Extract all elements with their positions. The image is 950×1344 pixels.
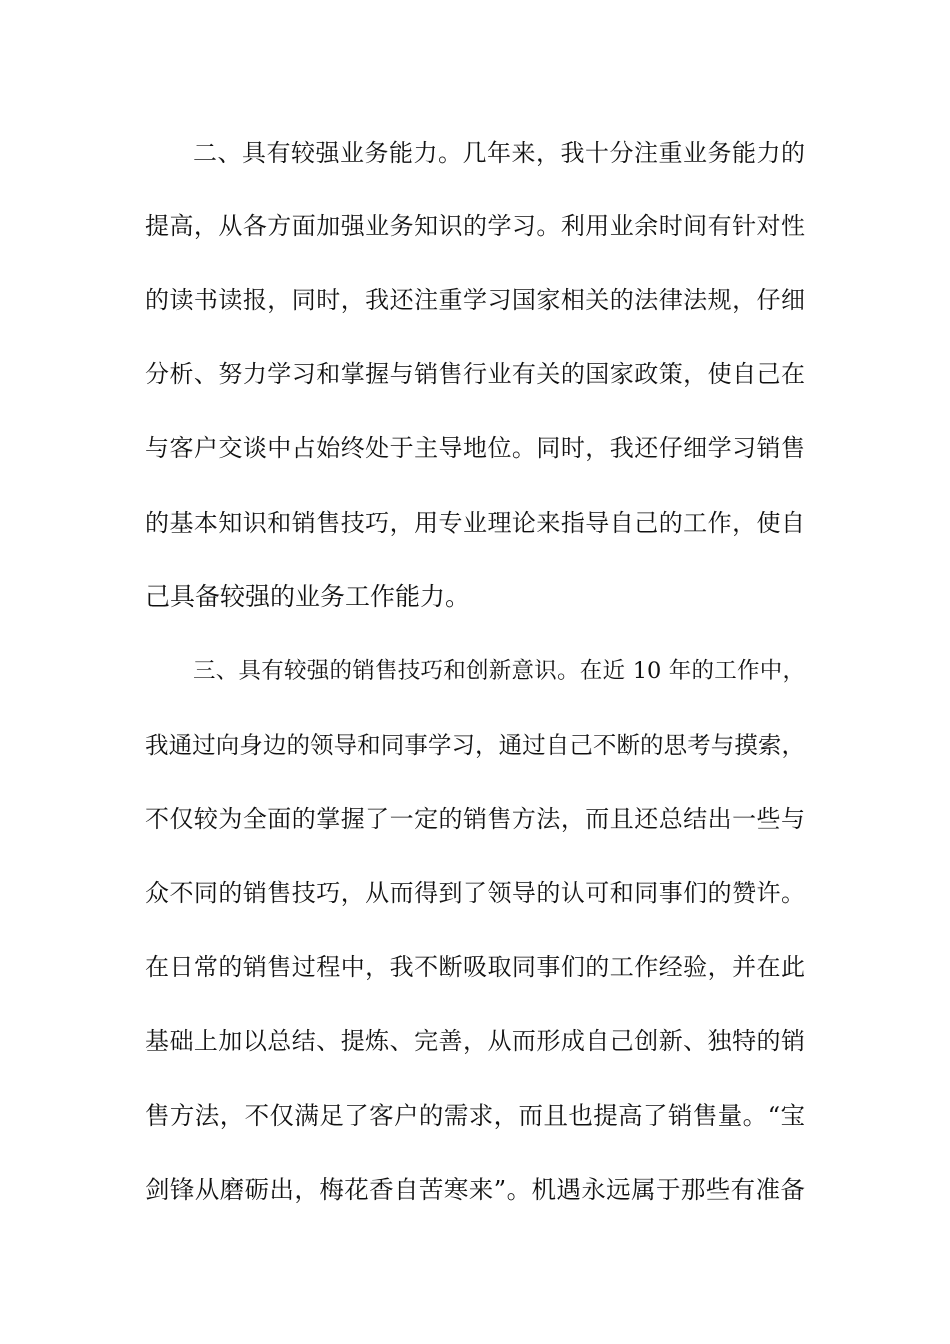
paragraph-2-line-6: 的基本知识和销售技巧，用专业理论来指导自己的工作，使自 (145, 509, 805, 537)
paragraph-2-line-1: 二、具有较强业务能力。几年来，我十分注重业务能力的 (193, 139, 805, 167)
paragraph-3-line-4: 众不同的销售技巧，从而得到了领导的认可和同事们的赞许。 (145, 879, 805, 907)
paragraph-3-line-5: 在日常的销售过程中，我不断吸取同事们的工作经验，并在此 (145, 953, 805, 981)
paragraph-2-line-5: 与客户交谈中占始终处于主导地位。同时，我还仔细学习销售 (145, 434, 805, 462)
paragraph-2-line-3: 的读书读报，同时，我还注重学习国家相关的法律法规，仔细 (145, 286, 805, 314)
paragraph-2-line-4: 分析、努力学习和掌握与销售行业有关的国家政策，使自己在 (145, 360, 805, 388)
paragraph-3-line-1: 三、具有较强的销售技巧和创新意识。在近 10 年的工作中， (193, 658, 805, 684)
paragraph-3-line-6: 基础上加以总结、提炼、完善，从而形成自己创新、独特的销 (145, 1027, 805, 1055)
paragraph-2-line-2: 提高，从各方面加强业务知识的学习。利用业余时间有针对性 (145, 212, 805, 240)
paragraph-2-line-7: 己具备较强的业务工作能力。 (145, 582, 471, 611)
paragraph-3-line-7: 售方法，不仅满足了客户的需求，而且也提高了销售量。“宝 (145, 1101, 805, 1130)
paragraph-3-line-2: 我通过向身边的领导和同事学习，通过自己不断的思考与摸索， (145, 731, 805, 759)
paragraph-3-line-3: 不仅较为全面的掌握了一定的销售方法，而且还总结出一些与 (145, 805, 805, 833)
paragraph-3-line-8: 剑锋从磨砺出，梅花香自苦寒来”。机遇永远属于那些有准备 (145, 1175, 805, 1204)
